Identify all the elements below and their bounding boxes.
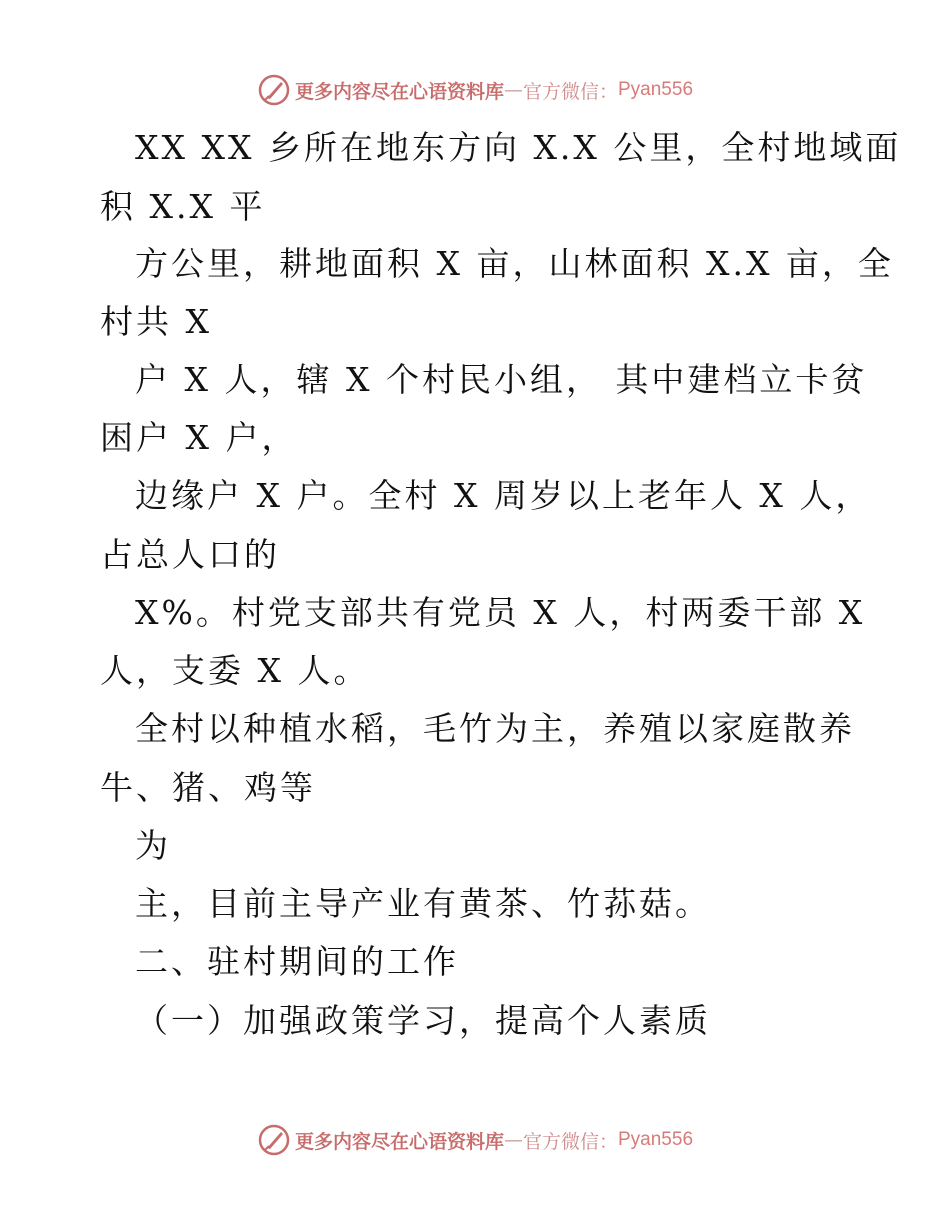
paragraph-line: 方公里，耕地面积 X 亩，山林面积 X.X 亩，全 bbox=[135, 244, 894, 283]
paragraph-line: 村共 X bbox=[100, 302, 212, 341]
header-watermark bbox=[0, 70, 950, 110]
section-heading: 二、驻村期间的工作 bbox=[135, 942, 459, 981]
paragraph-line: 为 bbox=[135, 826, 171, 865]
feather-pen-logo-icon bbox=[257, 1123, 291, 1157]
watermark-separator: — bbox=[503, 1129, 523, 1151]
paragraph-line: 边缘户 X 户。全村 X 周岁以上老年人 X 人， bbox=[135, 476, 872, 515]
paragraph-line: 主，目前主导产业有黄茶、竹荪菇。 bbox=[135, 884, 711, 923]
paragraph-line: X%。村党支部共有党员 X 人，村两委干部 X bbox=[135, 593, 866, 632]
watermark-sub-text: 官方微信： bbox=[522, 80, 618, 103]
feather-pen-logo-icon bbox=[257, 73, 291, 107]
watermark-sub-text: 官方微信： bbox=[522, 1130, 618, 1153]
watermark-main-text: 更多内容尽在心语资料库 bbox=[294, 1130, 504, 1153]
paragraph-line: 全村以种植水稻，毛竹为主，养殖以家庭散养 bbox=[135, 709, 855, 748]
paragraph-line: 困户 X 户， bbox=[100, 418, 298, 457]
subsection-heading: （一）加强政策学习，提高个人素质 bbox=[135, 1001, 711, 1040]
watermark-id: Pyan556 bbox=[618, 1129, 694, 1150]
watermark-separator: — bbox=[503, 79, 523, 101]
paragraph-line: 占总人口的 bbox=[100, 535, 280, 574]
paragraph-line: 积 X.X 平 bbox=[100, 187, 266, 226]
paragraph-line: 人，支委 X 人。 bbox=[100, 651, 370, 690]
watermark-main-text: 更多内容尽在心语资料库 bbox=[294, 80, 504, 103]
paragraph-line: 户 X 人，辖 X 个村民小组， 其中建档立卡贫 bbox=[135, 360, 868, 399]
paragraph-line: XX XX 乡所在地东方向 X.X 公里，全村地域面 bbox=[135, 128, 902, 167]
watermark-id: Pyan556 bbox=[618, 79, 694, 100]
paragraph-line: 牛、猪、鸡等 bbox=[100, 768, 316, 807]
footer-watermark bbox=[0, 1120, 950, 1160]
